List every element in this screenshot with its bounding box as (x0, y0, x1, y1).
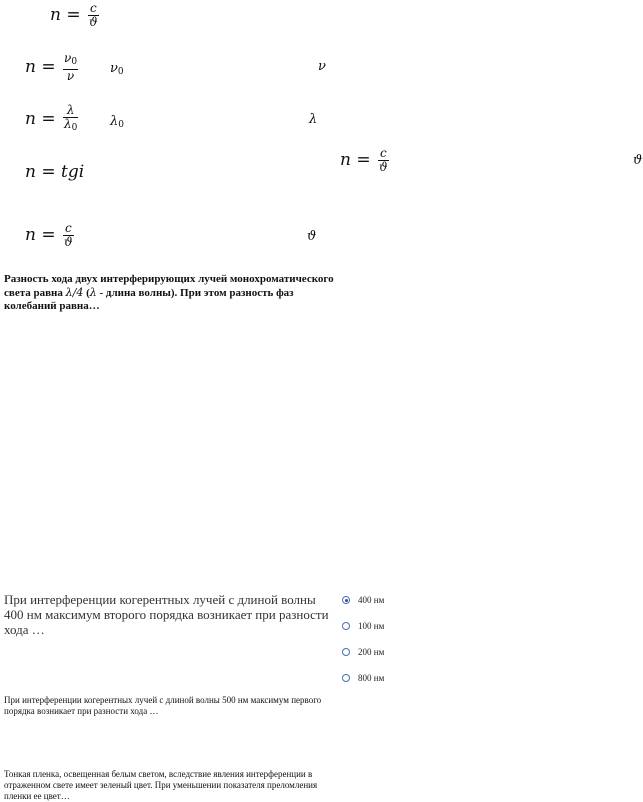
radio-button[interactable] (342, 674, 350, 682)
option-label: 800 нм (358, 673, 385, 683)
formula-3 (25, 104, 78, 135)
formula-1-fraction (88, 2, 99, 29)
formula-2-denominator: ν (66, 69, 75, 83)
formula-3-numerator: λ (66, 103, 75, 117)
formula-3-denominator-sub: 0 (71, 123, 78, 133)
formula-3-symbol-2: λ (309, 112, 318, 127)
formula-1-lhs: n = (50, 5, 81, 25)
formula-3-symbol-1: $\lambda_0$ (110, 114, 124, 130)
option-800nm[interactable] (342, 673, 384, 683)
formula-3-fraction (63, 104, 78, 135)
formula-right-symbol: ϑ (633, 153, 643, 168)
formula-4: n = tgi (25, 162, 85, 182)
lambda-quarter-expr: λ/4 (65, 286, 84, 299)
option-label: 100 нм (358, 621, 385, 631)
formula-5-lhs: n = (25, 225, 56, 245)
formula-5-numerator: c (64, 221, 72, 235)
formula-3-denominator: λ (64, 117, 72, 131)
formula-5-fraction (63, 222, 74, 249)
formula-2 (25, 52, 78, 83)
formula-2-symbol-1: $\nu_0$ (110, 61, 124, 77)
formula-1 (50, 2, 99, 29)
lambda-symbol: λ (89, 286, 97, 299)
option-100nm[interactable] (342, 621, 384, 631)
option-400nm[interactable] (342, 595, 384, 605)
question-2-text: При интерференции когерентных лучей с длиной волны 400 нм максимум второго порядка возникает при разности хода … (4, 592, 329, 637)
formula-2-symbol-2: ν (318, 59, 326, 74)
formula-5-symbol: ϑ (307, 229, 317, 244)
formula-right-fraction (378, 147, 389, 174)
question-1-text: Разность хода двух интерферирующих лучей монохроматического света равна λ/4 (λ - длина волны). При этом разность фаз колебаний равна… (4, 273, 334, 312)
formula-right-numerator: c (379, 146, 387, 160)
formula-1-denominator: ϑ (89, 15, 98, 29)
formula-5 (25, 222, 74, 249)
option-label: 400 нм (358, 595, 385, 605)
radio-button[interactable] (342, 622, 350, 630)
question-4-text: Тонкая пленка, освещенная белым светом, вследствие явления интерференции в отраженном свете имеет зеленый цвет. При уменьшении показателя преломления пленки ее цвет… (4, 769, 318, 801)
formula-right-denominator: ϑ (379, 160, 388, 174)
radio-button[interactable] (342, 596, 350, 604)
radio-button[interactable] (342, 648, 350, 656)
formula-2-lhs: n = (25, 57, 56, 77)
formula-2-numerator: ν (64, 51, 72, 65)
formula-5-denominator: ϑ (64, 235, 73, 249)
option-200nm[interactable] (342, 647, 384, 657)
formula-2-fraction (63, 52, 78, 83)
formula-right-lhs: n = (340, 150, 371, 170)
formula-right (340, 147, 389, 174)
option-label: 200 нм (358, 647, 385, 657)
formula-3-lhs: n = (25, 109, 56, 129)
formula-1-numerator: c (89, 1, 97, 15)
question-3-text: При интерференции когерентных лучей с длиной волны 500 нм максимум первого порядка возникает при разности хода … (4, 695, 322, 716)
formula-2-numerator-sub: 0 (71, 57, 78, 67)
